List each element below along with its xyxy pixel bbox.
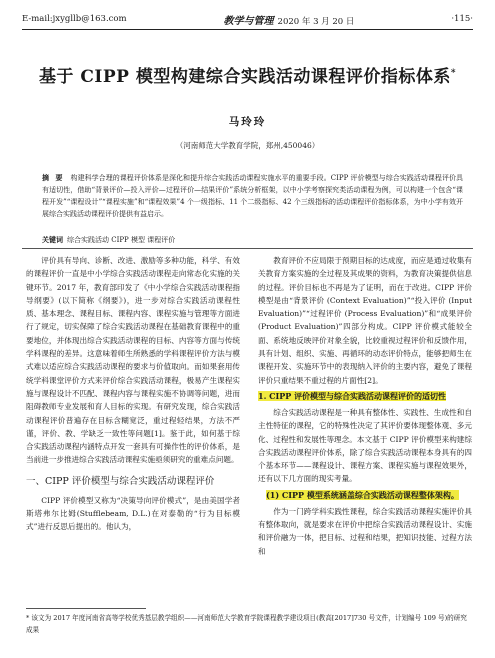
right-paragraph-1: 教育评价不应局限于预期目标的达成度，而应是通过收集有关教育方案实施的全过程及其成果的资料，为教育决策提供信息的过程。评价目标也不再是为了证明，而在于改进。CIPP 评价模型是由“背景评价 (Context Evaluation)”“投入评价 (Input Evaluation)”“过程评价 (Process Evaluation)”和“成果评价 (Product Evaluation)”四部分构成。CIPP 评价模式能较全面、系统地反映评价对象全貌，比较重视过程评价和反馈作用，具有计划、组织、实施、再循环的动态评价特点，能够把师生在课程开发、实施环节中的表现纳入评价的主要内容，避免了课程评价只重结果不重过程的片面性[2]。 — [258, 256, 472, 385]
header-journal — [224, 12, 355, 27]
abstract-label: 摘 要 — [42, 173, 65, 182]
abstract-divider — [22, 248, 473, 249]
author-name: 马玲玲 — [228, 116, 267, 128]
keywords — [42, 234, 463, 246]
left-paragraph-2: CIPP 评价模型又称为“决策导向评价模式”，是由美国学者斯塔弗尔比姆(Stufflebeam, D.L.)在对泰勒的“行为目标模式”进行反思后提出的。他认为， — [26, 495, 240, 532]
right-paragraph-2: 综合实践活动课程是一种具有整体性、实践性、生成性和自主性特征的课程，它的特殊性决定了其评价要体现整体观、多元化、过程性和发展性等理念。本文基于 CIPP 评价模型来构建综合实践活动课程评价体系，除了综合实践活动课程本身具有的四个基本环节——课程设计、课程方案、课程实施与课程效果外，还有以下几方面的现实考量。 — [258, 407, 472, 484]
author-affiliation: （河南师范大学教育学院，郑州,450046） — [175, 141, 320, 150]
abstract — [42, 172, 463, 220]
subsection-heading-2-text: (1) CIPP 模型系统涵盖综合实践活动课程整体架构。 — [266, 489, 459, 500]
keywords-text: 综合实践活动 CIPP 模型 课程评价 — [67, 236, 176, 244]
right-paragraph-3: 作为一门跨学科实践性课程，综合实践活动课程实施评价具有整体取向，就是要求在评价中把综合实践活动课程设计、实施和评价融为一体，把目标、过程和结果，把知识技能、过程方法和 — [258, 506, 472, 556]
section-heading-1: 一、CIPP 评价模型与综合实践活动课程评价 — [26, 475, 215, 487]
title-footnote-mark: * — [450, 68, 457, 79]
footnote-divider — [26, 608, 146, 609]
left-paragraph-1: 评价具有导向、诊断、改进、激励等多种功能，科学、有效的课程评价一直是中小学综合实践活动课程走向常态化实施的关键环节。2017 年，教育部印发了《中小学综合实践活动课程指导纲要》(以下简称《纲要》)，进一步对综合实践活动课程性质、基本理念、课程目标、课程内容、课程实施与管理等方面进行了规定，切实保障了综合实践活动课程在基础教育课程中的重要地位，并体现出综合实践活动课程的目标、内容等方面与传统学科课程的差异。这意味着师生所熟悉的学科课程评价方法与模式难以适应综合实践活动课程的要求与价值取向。而如果套用传统学科课堂评价方式来评价综合实践活动课程，极易产生课程实施与课程设计不匹配、课程内容与课程实施不协调等问题，进而阻碍教师专业发展和育人目标的实现。有研究发现，综合实践活动课程评价普遍存在目标含糊宽泛，重过程轻结果，方法不严谨，评价、教、学缺乏一致性等问题[1]。鉴于此，如何基于综合实践活动课程内涵特点开发一套具有可操作性的评价体系，是当前进一步推进综合实践活动课程实施亟须研究的重难点问题。 — [26, 256, 240, 465]
paper-title — [22, 62, 473, 87]
left-column — [26, 254, 240, 534]
subsection-heading-1 — [258, 390, 472, 403]
footnote: * 该文为 2017 年度河南省高等学校优秀基层教学组织——河南师范大学教育学院课程教学建设项目(教高[2017]730 号文件，计划编号 109 号)的研究成果 — [26, 614, 467, 634]
keywords-label: 关键词 — [42, 235, 63, 244]
paper-title-text: 基于 CIPP 模型构建综合实践活动课程评价指标体系 — [38, 67, 451, 87]
running-header — [22, 12, 473, 30]
right-column — [258, 254, 472, 558]
subsection-heading-1-text: 1. CIPP 评价模型与综合实践活动课程评价的适切性 — [258, 390, 447, 401]
abstract-text: 构建科学合理的课程评价体系是深化和提升综合实践活动课程实施水平的重要手段。CIPP 评价模型与综合实践活动课程评价具有适切性，借助“背景评价—投入评价—过程评价—结果评价”系统分析框架，以中小学考察探究类活动课程为例，可以构建一个包含“课程开发”“课程设计”“课程实施”和“课程效果”4 个一级指标、11 个二级指标、42 个三级指标的活动课程评价指标体系，为中小学有效开展综合实践活动课程评价提供有益启示。 — [42, 174, 464, 218]
journal-name: 教学与管理 — [223, 15, 274, 27]
header-date: 2020 年 3 月 20 日 — [277, 16, 355, 27]
header-email: E-mail:jxygllb@163.com — [22, 14, 127, 24]
subsection-heading-2 — [258, 489, 472, 502]
page-number: ·115· — [451, 14, 473, 24]
